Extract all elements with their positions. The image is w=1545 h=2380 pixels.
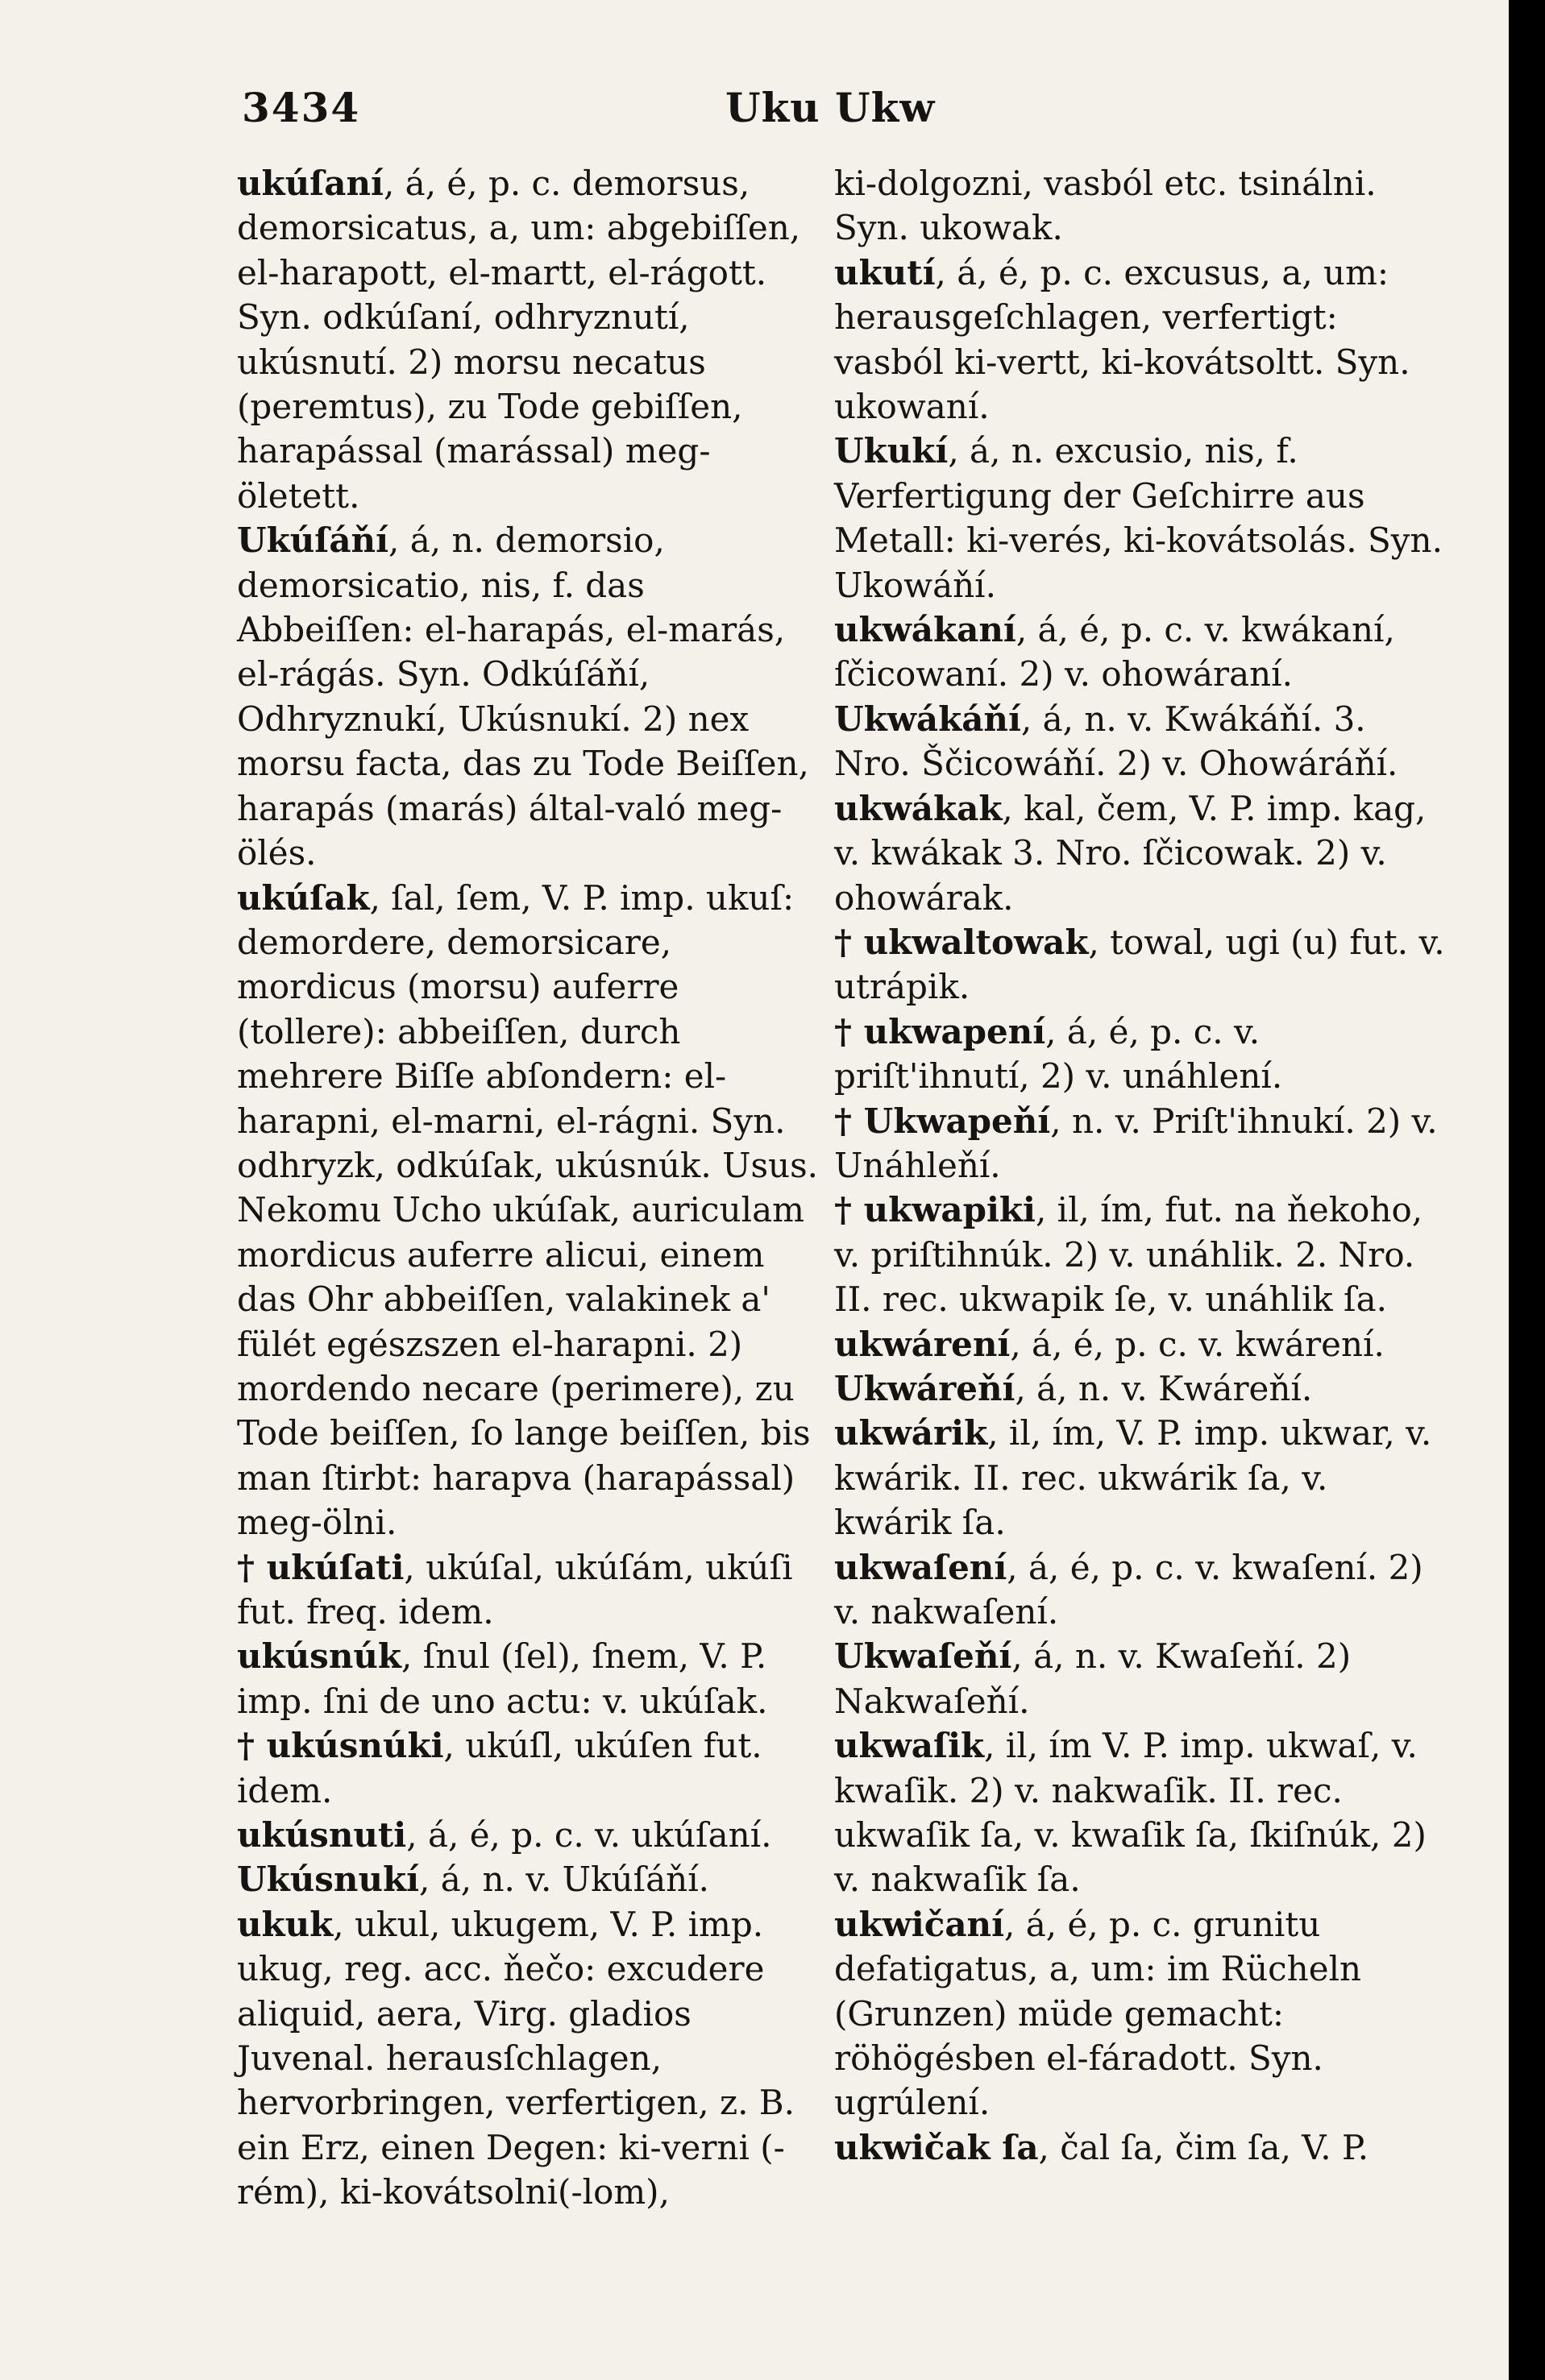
- entry-text: , á, é, p. c. v. priſt'ihnutí, 2) v. unáhlení.: [834, 1011, 1283, 1097]
- entry-text: , čal ſa, čim ſa, V. P.: [1038, 2127, 1369, 2167]
- entry-text: , il, ím, V. P. imp. ukwar, v. kwárik. II. rec. ukwárik ſa, v. kwárik ſa.: [834, 1413, 1432, 1543]
- entry-headword: Ukúſáňí: [237, 520, 389, 561]
- dictionary-entry: [834, 429, 1447, 607]
- dictionary-entry: [834, 786, 1447, 920]
- dictionary-entry: [834, 607, 1447, 697]
- entry-text: , á, n. v. Kwáreňí.: [1015, 1368, 1313, 1408]
- entry-text: , á, n. v. Ukúſáňí.: [419, 1860, 709, 1900]
- entry-headword: Ukwáreňí: [834, 1368, 1015, 1408]
- dictionary-entry: [834, 1322, 1447, 1366]
- entry-text: , á, n. v. Kwaſeňí. 2) Nakwaſeňí.: [834, 1636, 1352, 1721]
- running-head: Uku Ukw: [725, 84, 936, 131]
- right-column: [834, 161, 1447, 2170]
- entry-headword: † ukwapení: [834, 1011, 1046, 1051]
- entry-headword: ukwárení: [834, 1324, 1011, 1364]
- entry-headword: Ukukí: [834, 431, 949, 471]
- entry-text: , á, é, p. c. v. kwárení.: [1010, 1324, 1385, 1364]
- dictionary-entry: [834, 1411, 1447, 1545]
- entry-text: , towal, ugi (u) fut. v. utrápik.: [834, 922, 1445, 1007]
- dictionary-entry: [237, 1813, 824, 1857]
- entry-headword: Ukwaſeňí: [834, 1636, 1012, 1677]
- entry-headword: † ukúſati: [237, 1547, 405, 1587]
- dictionary-entry: [237, 1723, 824, 1813]
- entry-headword: ukúſak: [237, 877, 370, 918]
- dictionary-entry: [834, 1188, 1447, 1321]
- dictionary-entry: [834, 161, 1447, 251]
- entry-headword: ukúsnúk: [237, 1636, 401, 1677]
- dictionary-entry: [237, 876, 824, 1545]
- entry-text: , á, é, p. c. excusus, a, um: herausgeſchlagen, verfertigt: vasból ki-vertt, ki-kovátsoltt. Syn. ukowaní.: [834, 252, 1410, 427]
- entry-headword: ukwičaní: [834, 1904, 1005, 1944]
- entry-headword: ukwaſik: [834, 1726, 985, 1766]
- entry-text: , ukúſal, ukúſám, ukúſi fut. freq. idem.: [237, 1547, 793, 1632]
- dictionary-entry: [834, 251, 1447, 429]
- entry-headword: ukúsnuti: [237, 1815, 407, 1855]
- entry-headword: † Ukwapeňí: [834, 1101, 1051, 1141]
- entry-headword: Ukwákáňí: [834, 699, 1021, 739]
- dictionary-entry: [237, 1857, 824, 1901]
- entry-headword: † ukwapiki: [834, 1190, 1036, 1230]
- entry-text: , á, é, p. c. demorsus, demorsicatus, a, um: abgebiſſen, el-harapott, el-martt, el-rágott. Syn. odkúſaní, odhryznutí, ukúsnutí. 2) morsu necatus (peremtus), zu Tode gebiſſen, harapással (marással) meg-öletett.: [237, 164, 801, 516]
- page-number: 3434: [242, 84, 361, 131]
- scan-edge: [1509, 0, 1545, 2380]
- entry-text: , á, n. v. Kwákáňí. 3. Nro. Ščicowáňí. 2) v. Ohowáráňí.: [834, 699, 1398, 784]
- dictionary-entry: [834, 1366, 1447, 1411]
- entry-text: , á, é, p. c. grunitu defatigatus, a, um: im Rücheln (Grunzen) müde gemacht: röhögésben el-fáradott. Syn. ugrúlení.: [834, 1904, 1362, 2123]
- left-column: [237, 161, 824, 2215]
- dictionary-entry: [237, 1634, 824, 1723]
- entry-headword: ukwákak: [834, 788, 1003, 828]
- entry-text: , n. v. Priſt'ihnukí. 2) v. Unáhleňí.: [834, 1101, 1438, 1185]
- dictionary-entry: [834, 1545, 1447, 1635]
- entry-headword: † ukwaltowak: [834, 922, 1089, 962]
- dictionary-entry: [834, 1099, 1447, 1188]
- entry-headword: ukwákaní: [834, 610, 1016, 650]
- entry-headword: ukwaſení: [834, 1547, 1007, 1587]
- entry-text: , ſnul (ſel), ſnem, V. P. imp. ſni de uno actu: v. ukúſak.: [237, 1636, 768, 1721]
- entry-text: , á, n. excusio, nis, f. Verfertigung der Geſchirre aus Metall: ki-verés, ki-kovátsolás. Syn. Ukowáňí.: [834, 431, 1443, 605]
- entry-text: ki-dolgozni, vasból etc. tsinálni. Syn. ukowak.: [834, 164, 1377, 248]
- entry-headword: † ukúsnúki: [237, 1726, 444, 1766]
- entry-headword: ukúſaní: [237, 164, 384, 203]
- dictionary-entry: [237, 1902, 824, 2215]
- dictionary-entry: [834, 1723, 1447, 1902]
- entry-headword: ukwičak ſa: [834, 2127, 1039, 2167]
- dictionary-entry: [834, 697, 1447, 786]
- entry-text: , il, ím V. P. imp. ukwaſ, v. kwaſik. 2) v. nakwaſik. II. rec. ukwaſik ſa, v. kwaſik ſa, ſkiſnúk, 2) v. nakwaſik ſa.: [834, 1726, 1427, 1900]
- entry-headword: ukwárik: [834, 1413, 988, 1453]
- dictionary-entry: [834, 1634, 1447, 1723]
- dictionary-entry: [834, 2125, 1447, 2170]
- dictionary-entry: [834, 1902, 1447, 2125]
- entry-text: , ſal, ſem, V. P. imp. ukuſ: demordere, demorsicare, mordicus (morsu) auferre (tollere): abbeiſſen, durch mehrere Biſſe abſondern: el-harapni, el-marni, el-rágni. Syn. odhryzk, odkúſak, ukúsnúk. Usus. Nekomu Ucho ukúſak, auriculam mordicus auferre alicui, einem das Ohr abbeiſſen, valakinek a' fülét egészszen el-harapni. 2) mordendo necare (perimere), zu Tode beiſſen, ſo lange beiſſen, bis man ſtirbt: harapva (harapással) meg-ölni.: [237, 877, 818, 1543]
- entry-text: , ukul, ukugem, V. P. imp. ukug, reg. acc. ňečo: excudere aliquid, aera, Virg. gladios Juvenal. herausſchlagen, hervorbringen, verfertigen, z. B. ein Erz, einen Degen: ki-verni (-rém), ki-kovátsolni(-lom),: [237, 1904, 795, 2212]
- entry-text: , á, n. demorsio, demorsicatio, nis, f. das Abbeiſſen: el-harapás, el-marás, el-rágás. Syn. Odkúſáňí, Odhryznukí, Ukúsnukí. 2) nex morsu facta, das zu Tode Beiſſen, harapás (marás) által-való meg-ölés.: [237, 520, 809, 873]
- entry-text: , ukúſl, ukúſen fut. idem.: [237, 1726, 762, 1810]
- entry-headword: Ukúsnukí: [237, 1860, 420, 1900]
- entry-text: , á, é, p. c. v. kwákaní, ſčicowaní. 2) v. ohowáraní.: [834, 610, 1395, 695]
- dictionary-entry: [834, 920, 1447, 1010]
- entry-text: , á, é, p. c. v. kwaſení. 2) v. nakwaſení.: [834, 1547, 1423, 1632]
- dictionary-entry: [834, 1010, 1447, 1099]
- page-header: [242, 69, 1483, 142]
- entry-text: , á, é, p. c. v. ukúſaní.: [406, 1815, 772, 1855]
- dictionary-entry: [237, 1545, 824, 1635]
- entry-headword: ukuk: [237, 1904, 334, 1944]
- entry-text: , kal, čem, V. P. imp. kag, v. kwákak 3. Nro. ſčicowak. 2) v. ohowárak.: [834, 788, 1427, 918]
- entry-text: , il, ím, fut. na ňekoho, v. priſtihnúk. 2) v. unáhlik. 2. Nro. II. rec. ukwapik ſe, v. unáhlik ſa.: [834, 1190, 1423, 1320]
- dictionary-entry: [237, 518, 824, 875]
- entry-headword: ukutí: [834, 252, 936, 292]
- dictionary-entry: [237, 161, 824, 518]
